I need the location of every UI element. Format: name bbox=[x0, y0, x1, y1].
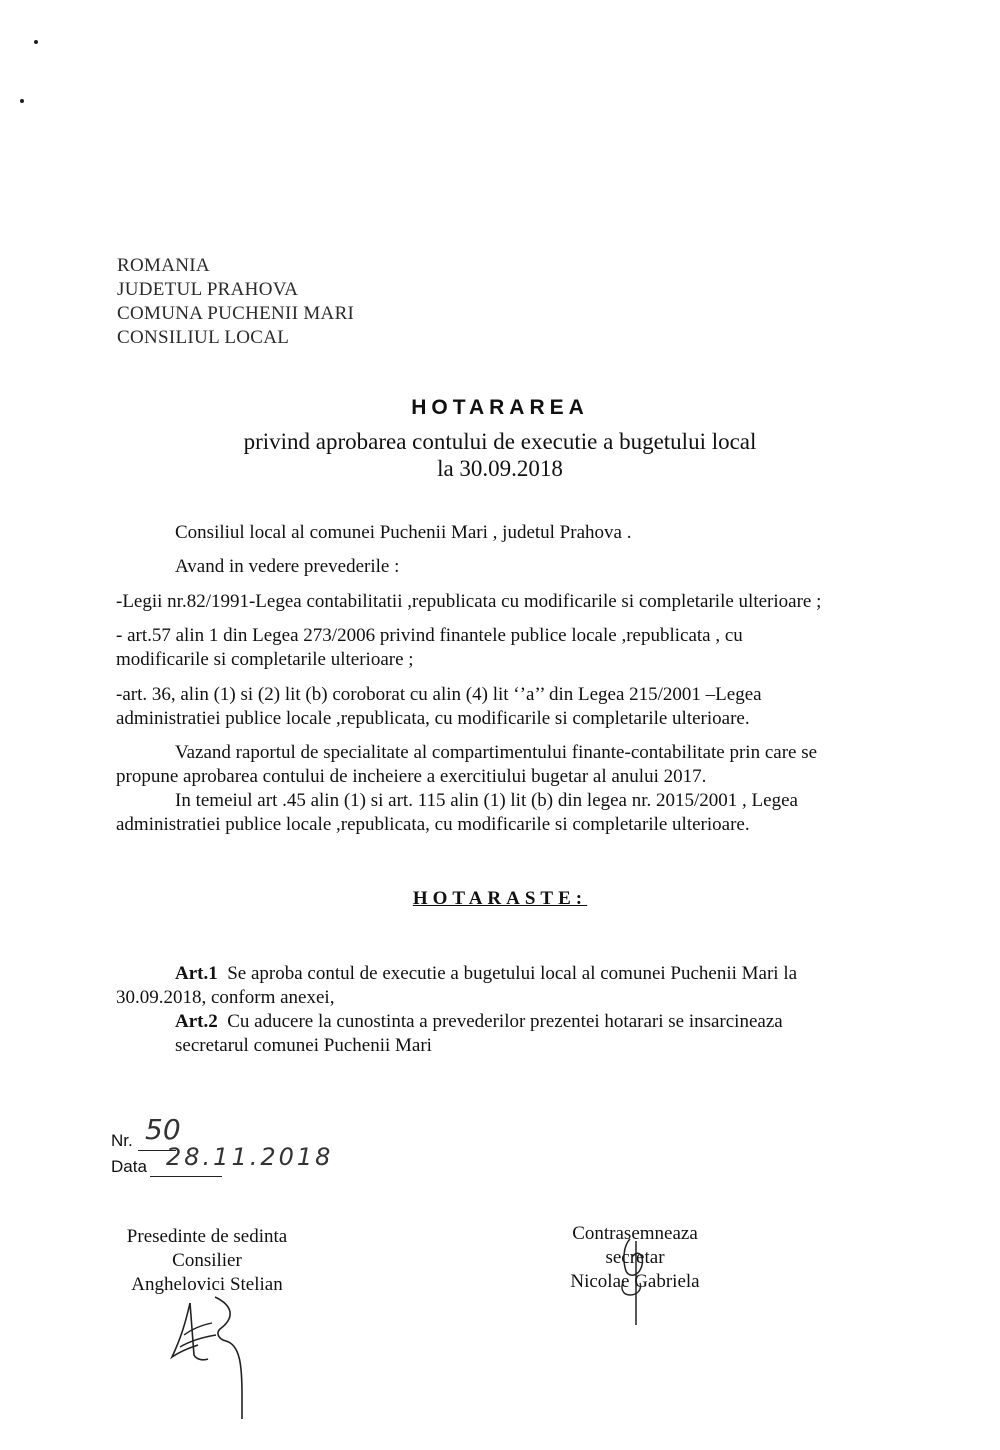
number-handwritten-value: 50 bbox=[145, 1113, 181, 1146]
header-county: JUDETUL PRAHOVA bbox=[117, 279, 299, 300]
paragraph-basis-line2: administratiei publice locale ,republicata, cu modificarile si completarile ulterioare. bbox=[116, 814, 750, 835]
secretary-name: Nicolae Gabriela bbox=[570, 1271, 700, 1292]
header-country: ROMANIA bbox=[117, 255, 210, 276]
header-commune: COMUNA PUCHENII MARI bbox=[117, 303, 355, 324]
decision-heading: HOTARASTE: bbox=[412, 888, 588, 909]
article-2-line2: secretarul comunei Puchenii Mari bbox=[175, 1035, 432, 1056]
paragraph-law-215-line1: -art. 36, alin (1) si (2) lit (b) coroborat cu alin (4) lit ‘’a’’ din Legea 215/2001 –Legea bbox=[116, 684, 762, 705]
scan-speck bbox=[20, 99, 24, 103]
header-council: CONSILIUL LOCAL bbox=[117, 327, 290, 348]
secretary-title: secretar bbox=[605, 1247, 665, 1268]
paragraph-law-82: -Legii nr.82/1991-Legea contabilitatii ,republicata cu modificarile si completarile ulterioare ; bbox=[116, 591, 822, 612]
number-label: Nr. bbox=[111, 1131, 133, 1150]
document-subtitle-line1: privind aprobarea contului de executie a bugetului local bbox=[243, 429, 757, 454]
paragraph-council: Consiliul local al comunei Puchenii Mari , judetul Prahova . bbox=[175, 522, 632, 543]
date-underline bbox=[150, 1176, 222, 1177]
paragraph-basis-line1: In temeiul art .45 alin (1) si art. 115 alin (1) lit (b) din legea nr. 2015/2001 , Legea bbox=[175, 790, 798, 811]
president-name: Anghelovici Stelian bbox=[131, 1274, 283, 1295]
article-2-label: Art.2 bbox=[175, 1011, 218, 1032]
president-signature-icon bbox=[160, 1295, 260, 1425]
president-role: Presedinte de sedinta bbox=[126, 1226, 288, 1247]
scan-speck bbox=[34, 40, 38, 44]
secretary-signature-icon bbox=[600, 1235, 660, 1330]
paragraph-report-line1: Vazand raportul de specialitate al compartimentului finante-contabilitate prin care se bbox=[175, 742, 818, 763]
date-label: Data bbox=[111, 1157, 147, 1176]
president-title: Consilier bbox=[172, 1250, 242, 1271]
article-1-text: Se aproba contul de executie a bugetului local al comunei Puchenii Mari la bbox=[227, 963, 798, 984]
paragraph-law-215-line2: administratiei publice locale ,republicata, cu modificarile si completarile ulterioare. bbox=[116, 708, 750, 729]
article-1-line2: 30.09.2018, conform anexei, bbox=[116, 987, 335, 1008]
article-2-line1 bbox=[175, 1010, 783, 1034]
article-2-text: Cu aducere la cunostinta a prevederilor prezentei hotarari se insarcineaza bbox=[227, 1011, 783, 1032]
article-1-label: Art.1 bbox=[175, 963, 218, 984]
paragraph-report-line2: propune aprobarea contului de incheiere a exercitiului bugetar al anului 2017. bbox=[116, 766, 707, 787]
date-handwritten-value: 28.11.2018 bbox=[166, 1143, 334, 1171]
paragraph-considering: Avand in vedere prevederile : bbox=[175, 556, 400, 577]
article-1-line1 bbox=[175, 962, 797, 986]
document-title: HOTARAREA bbox=[411, 396, 589, 419]
signature-block-president bbox=[92, 1225, 322, 1297]
document-subtitle-line2: la 30.09.2018 bbox=[437, 456, 563, 481]
paragraph-law-273-line2: modificarile si completarile ulterioare ; bbox=[116, 649, 414, 670]
paragraph-law-273-line1: - art.57 alin 1 din Legea 273/2006 privind finantele publice locale ,republicata , cu bbox=[116, 625, 743, 646]
secretary-role: Contrasemneaza bbox=[572, 1223, 698, 1244]
